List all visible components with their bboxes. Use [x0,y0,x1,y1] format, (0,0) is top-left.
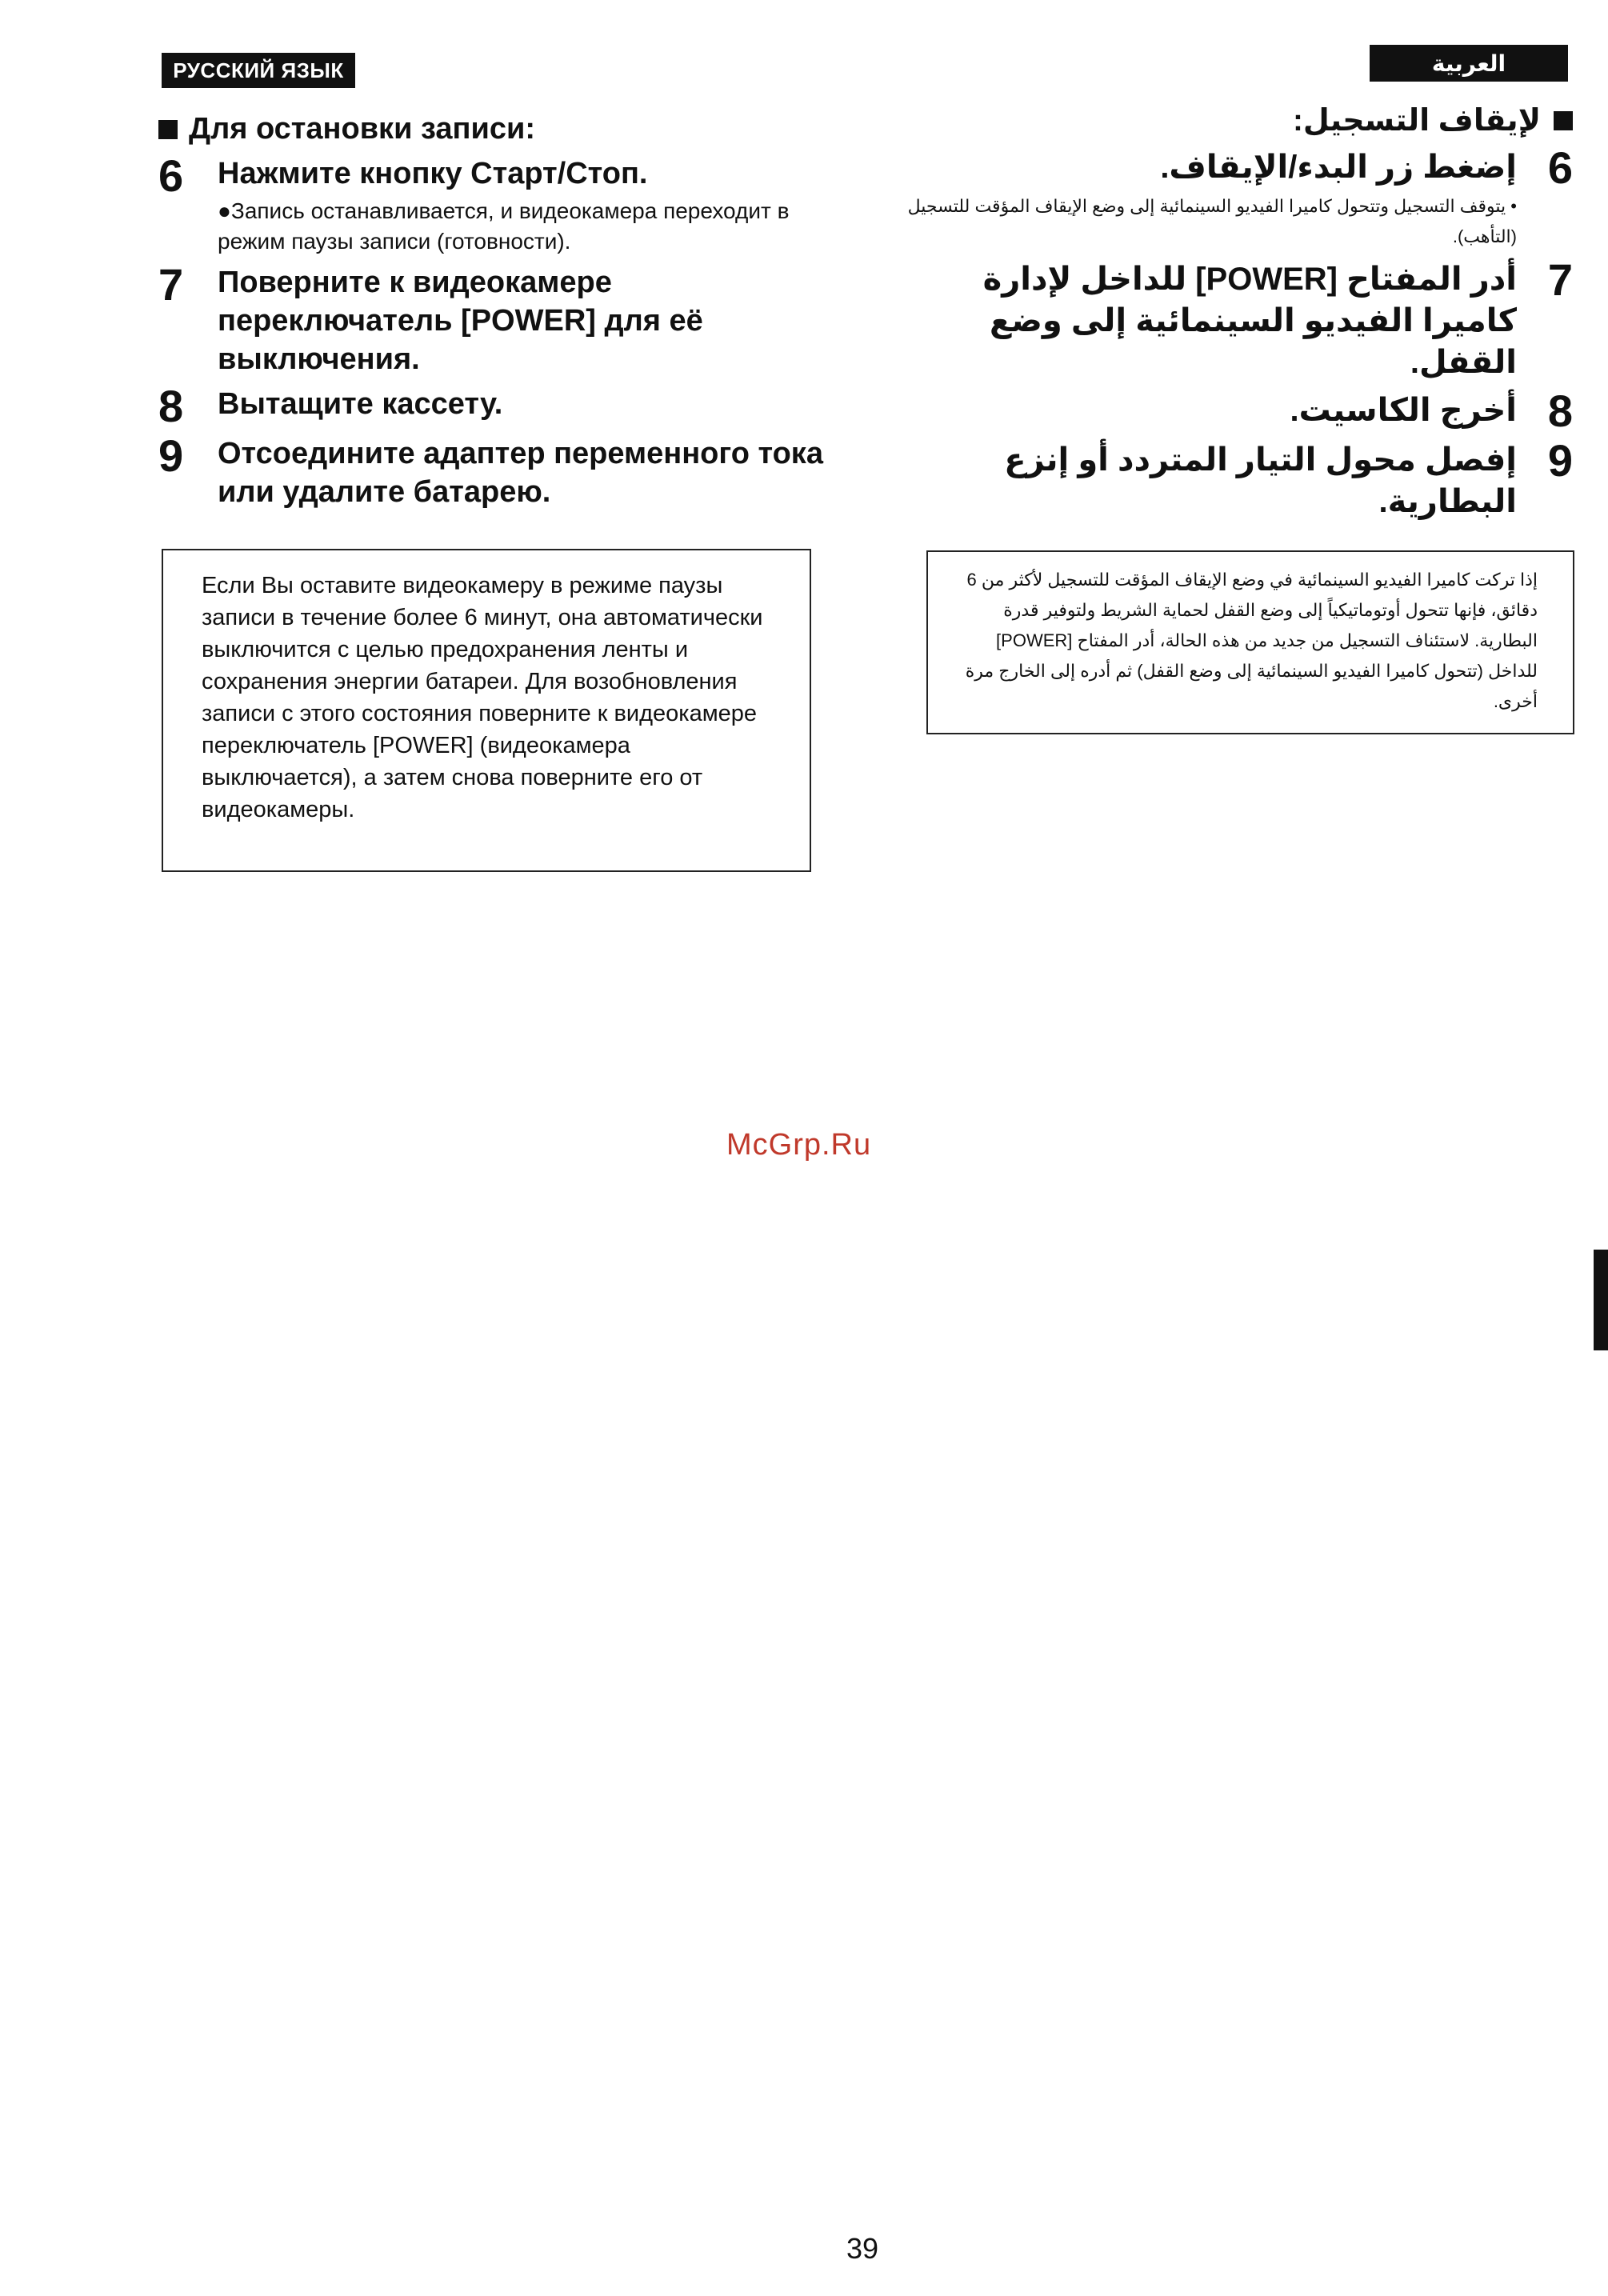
step-note: ●Запись останавливается, и видеокамера переходит в режим паузы записи (готовности). [218,198,790,254]
step-text: أدر المفتاح [POWER] للداخل لإدارة كاميرا الفيديو السينمائية إلى وضع القفل. [982,262,1517,380]
step-7-ar [904,254,1573,383]
step-7-ru [158,259,846,378]
step-number: 7 [1547,254,1573,305]
step-text: Поверните к видеокамере переключатель [POWER] для её выключения. [218,266,703,376]
step-number: 8 [1547,386,1573,436]
step-number: 6 [1547,142,1573,193]
step-text: أخرج الكاسيت. [1290,393,1517,428]
section-heading-ru [158,112,846,146]
info-box-ru: Если Вы оставите видеокамеру в режиме паузы записи в течение более 6 минут, она автоматически выключится с целью предохранения ленты и сохранения энергии батареи. Для возобновления записи с этого состояния поверните к видеокамере переключатель [POWER] (видеокамера выключается), а затем снова поверните его от видеокамеры. [162,549,811,872]
step-text: Отсоедините адаптер переменного тока или удалите батарею. [218,437,823,509]
step-text: Вытащите кассету. [218,387,503,421]
step-number: 6 [158,150,184,201]
info-box-ar: إذا تركت كاميرا الفيديو السينمائية في وضع الإيقاف المؤقت للتسجيل لأكثر من 6 دقائق، فإنها تتحول أوتوماتيكياً إلى وضع القفل لحماية الشريط ولتوفير قدرة البطارية. لاستئناف التسجيل من جديد من هذه الحالة، أدر المفتاح [POWER] للداخل (تتحول كاميرا الفيديو السينمائية إلى وضع القفل) ثم أدره إلى الخارج مرة أخرى. [926,550,1574,734]
step-8-ar [904,386,1573,436]
square-bullet-icon [158,120,178,139]
step-text: إضغط زر البدء/الإيقاف. [1160,150,1517,185]
square-bullet-icon [1554,111,1573,130]
arabic-column [904,102,1573,529]
russian-column [158,112,846,518]
heading-text: Для остановки записи: [189,112,535,146]
step-6-ar [904,142,1573,252]
page-number: 39 [846,2232,879,2265]
step-number: 8 [158,381,184,431]
step-9-ar [904,435,1573,522]
step-number: 9 [1547,435,1573,486]
section-heading-ar [904,102,1573,138]
step-8-ru [158,381,846,431]
step-note: • يتوقف التسجيل وتتحول كاميرا الفيديو السينمائية إلى وضع الإيقاف المؤقت للتسجيل (التأهب). [907,196,1517,246]
language-badge-arabic: العربية [1370,45,1568,82]
step-text: Нажмите кнопку Старт/Стоп. [218,157,648,190]
step-text: إفصل محول التيار المتردد أو إنزع البطارية. [1004,442,1517,519]
heading-text: لإيقاف التسجيل: [1293,104,1541,138]
step-9-ru [158,430,846,511]
step-number: 7 [158,259,184,310]
watermark-text: McGrp.Ru [726,1128,872,1162]
edge-index-tab [1594,1250,1608,1350]
step-6-ru [158,150,846,257]
step-number: 9 [158,430,184,481]
language-badge-russian: РУССКИЙ ЯЗЫК [162,53,355,88]
